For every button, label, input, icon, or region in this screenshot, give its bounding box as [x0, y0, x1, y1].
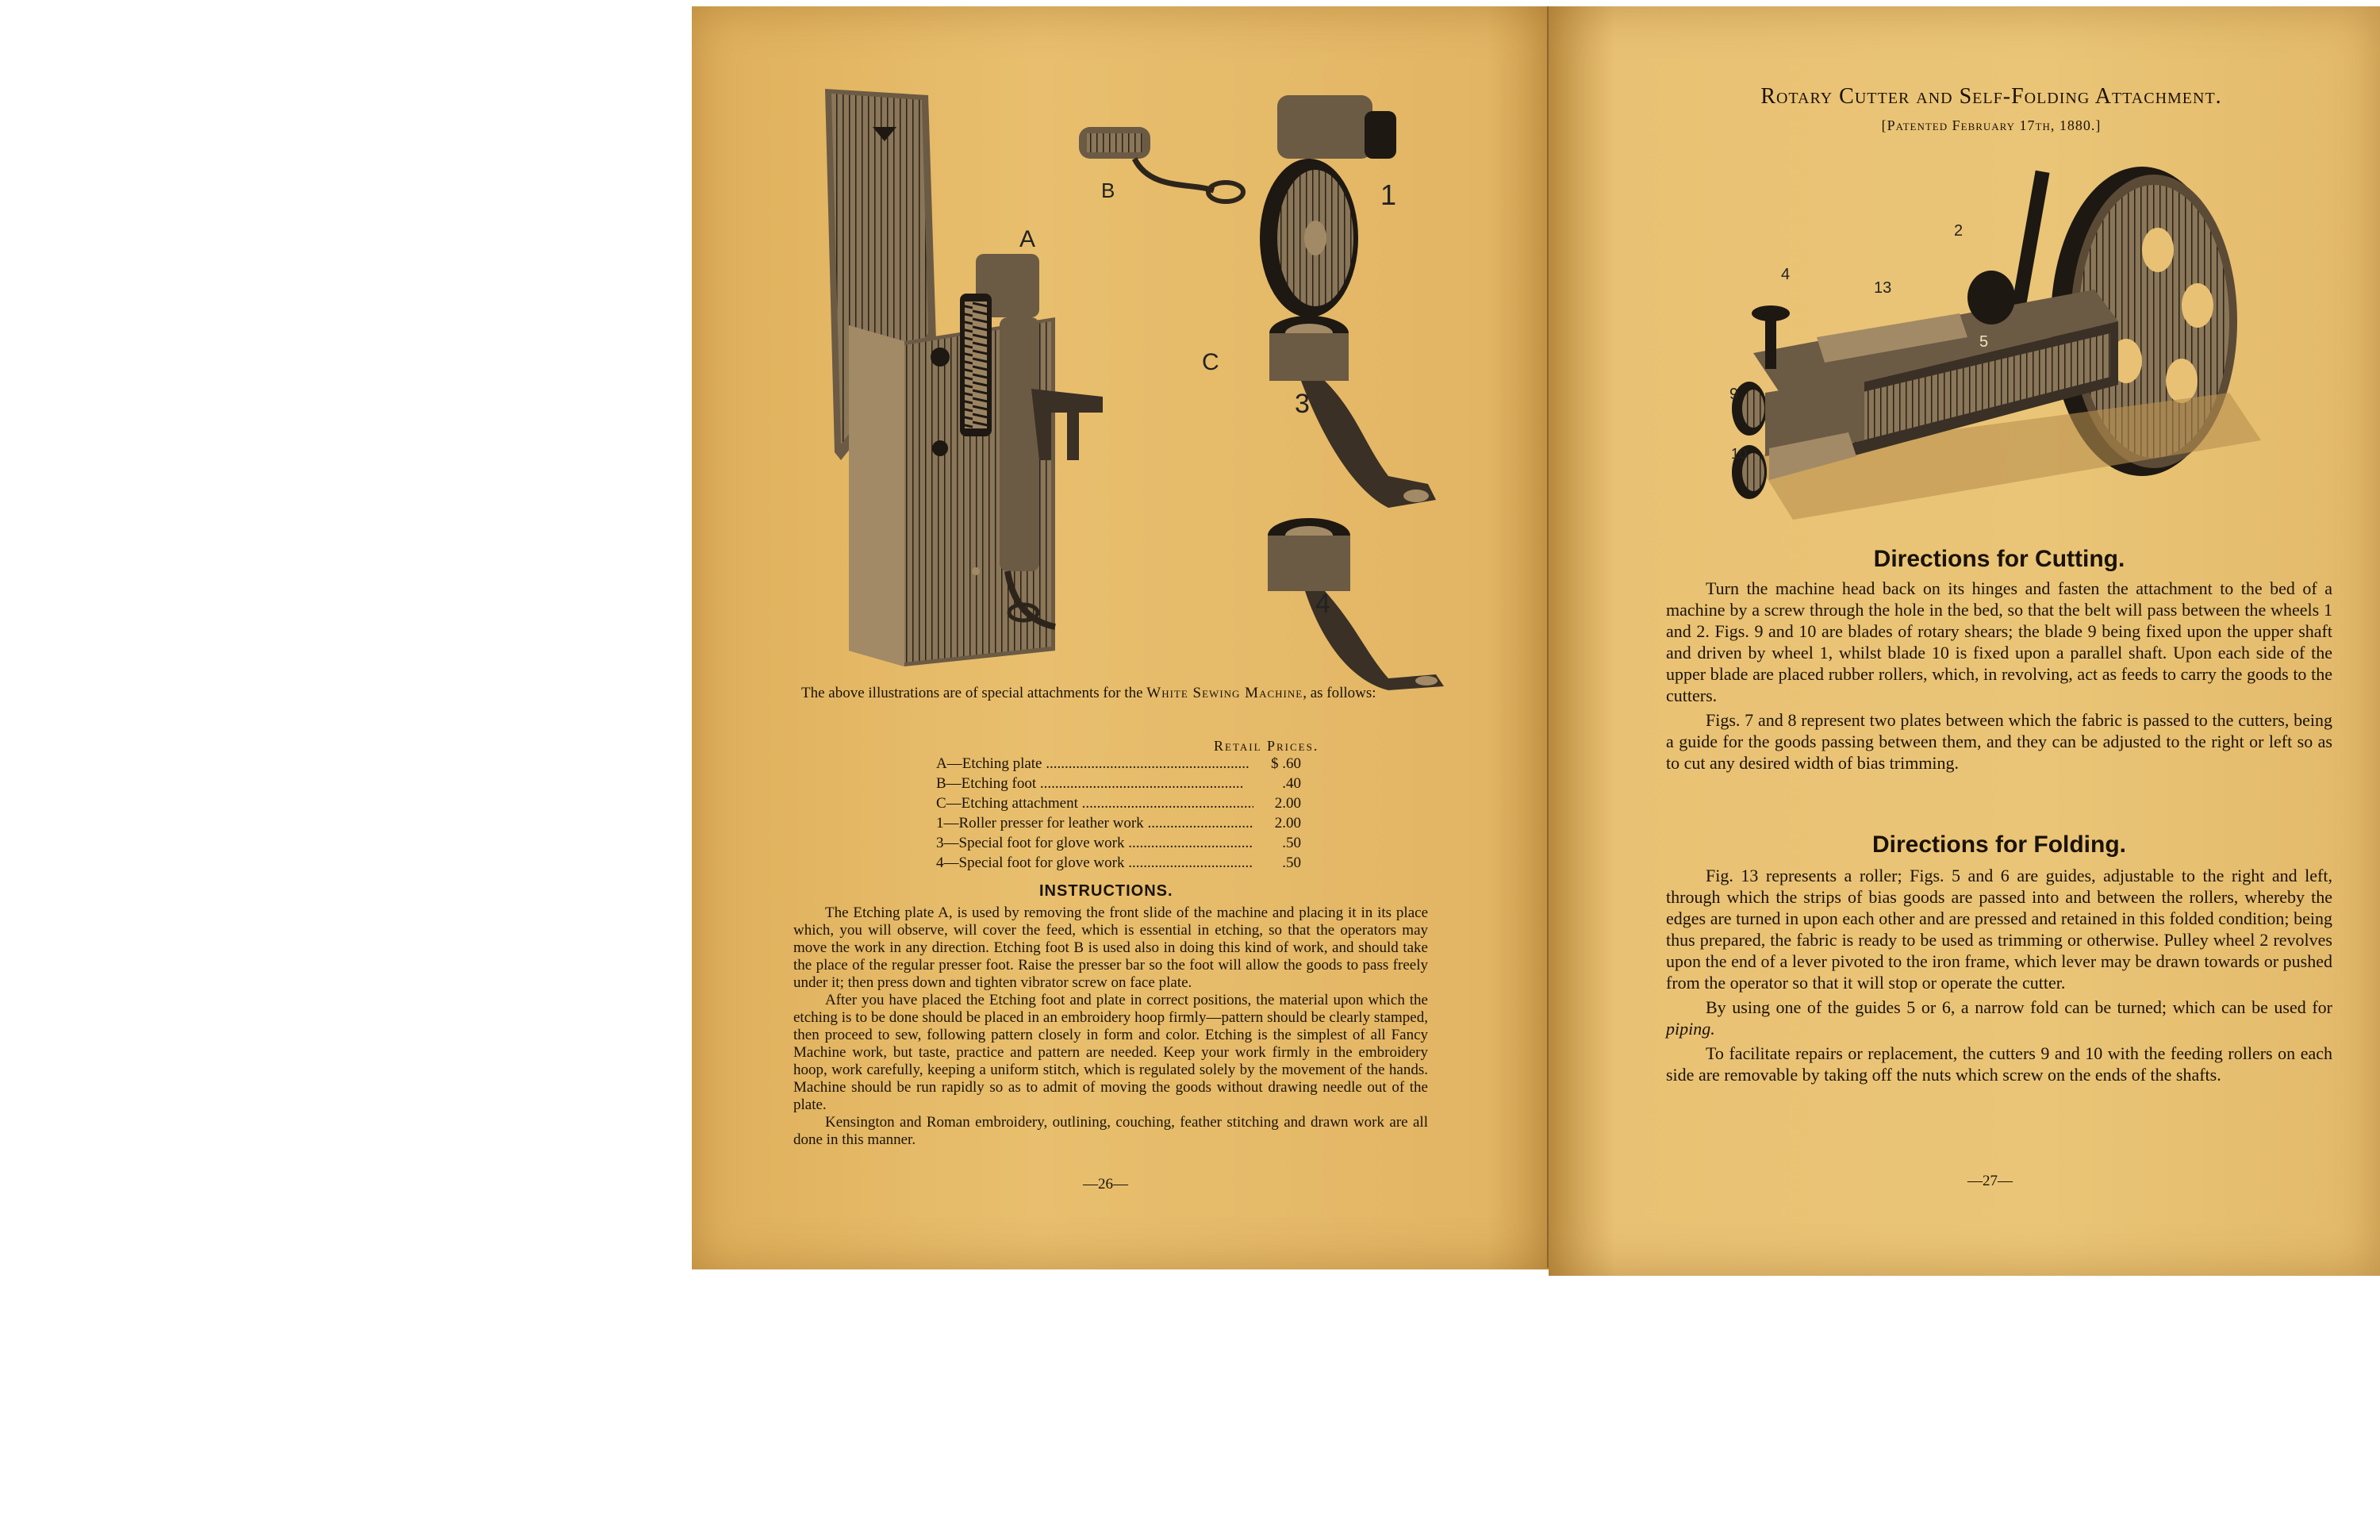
instructions-paragraph: After you have placed the Etching foot and plate in correct positions, the material upon which the etching is to be done should be placed in an embroidery hoop firmly—pattern should be clearly stamped, then proceed to sew, following pattern closely in form and color. Etching is the simplest of all Fancy Machine work, but taste, practice and pattern are needed. Keep your work firmly in the embroidery hoop, work carefully, keeping a uniform stitch, which is regulated solely by the movement of the hands. Machine should be run rapidly so as to admit of moving the goods without drawing needle out of the plate.	[793, 992, 1428, 1113]
attachments-illustration	[817, 79, 1452, 690]
folding-body	[1666, 865, 2332, 1085]
cutting-paragraph: Turn the machine head back on its hinges and fasten the attachment to the bed of a machine by a screw through the hole in the bed, so that the belt will pass between the wheels 1 and 2. Figs. 9 and 10 are blades of rotary shears; the blade 9 being fixed upon the upper shaft and driven by wheel 1, whilst blade 10 is fixed upon a parallel shaft. Upon each side of the upper blade are placed rubber rollers, which, in revolving, act as feeds to carry the goods to the cutters.	[1666, 578, 2332, 705]
price-row: 4—Special foot for glove work ..... .50	[936, 853, 1301, 873]
machine-label-13: 13	[1874, 279, 1892, 297]
instructions-heading: INSTRUCTIONS.	[1039, 882, 1173, 900]
caption-suffix: , as follows:	[1303, 685, 1376, 701]
price-list	[936, 754, 1301, 873]
figure-label-1: 1	[1380, 179, 1397, 211]
price-row: 3—Special foot for glove work ..... .50	[936, 833, 1301, 853]
machine-label-9: 9	[1729, 386, 1739, 403]
machine-label-2: 2	[1954, 222, 1964, 240]
figure-label-3: 3	[1295, 389, 1310, 419]
repairs-paragraph: To facilitate repairs or replacement, the cutters 9 and 10 with the feeding rollers on each side are removable by taking off the nuts which screw on the ends of the shafts.	[1666, 1043, 2332, 1085]
price-row: 1—Roller presser for leather work ..... 2.00	[936, 813, 1301, 833]
figure-label-b: B	[1101, 179, 1115, 202]
caption-text: The above illustrations are of special attachments for the	[801, 685, 1143, 701]
cutting-body	[1666, 578, 2332, 774]
illustration-caption	[801, 684, 1436, 703]
instructions-body	[793, 904, 1428, 1149]
page-number-left: —26—	[1083, 1176, 1128, 1192]
retail-prices-header: Retail Prices.	[1214, 738, 1319, 754]
figure-label-c: C	[1202, 349, 1219, 375]
figure-label-a: A	[1019, 226, 1036, 252]
page-title: Rotary Cutter and Self-Folding Attachment.	[1760, 84, 2222, 109]
folding-paragraph: Fig. 13 represents a roller; Figs. 5 and 6 are guides, adjustable to the right and left, through which the strips of bias goods are passed into and between the rollers, whereby the edges are turned in upon each other and are pressed and retained in this folded condition; being thus prepared, the fabric is ready to be used as trimming or otherwise. Pulley wheel 2 revolves upon the end of a lever pivoted to the iron frame, which lever may be drawn towards or pushed from the operator so that it will stop or operate the cutter.	[1666, 866, 2332, 993]
patent-note: [Patented February 17th, 1880.]	[1881, 117, 2102, 133]
price-row: A—Etching plate ..... $ .60	[936, 754, 1301, 774]
cutting-heading: Directions for Cutting.	[1873, 546, 2125, 572]
guides-paragraph: By using one of the guides 5 or 6, a narrow fold can be turned; which can be used for piping.	[1666, 997, 2332, 1039]
piping-word: piping.	[1666, 1019, 1715, 1039]
machine-label-4: 4	[1781, 266, 1791, 283]
instructions-paragraph: Kensington and Roman embroidery, outlining, couching, feather stitching and drawn work are all done in this manner.	[793, 1114, 1428, 1148]
rotary-cutter-illustration	[1722, 155, 2261, 528]
figure-label-4: 4	[1315, 589, 1330, 619]
folding-heading: Directions for Folding.	[1872, 831, 2126, 858]
price-row: C—Etching attachment ..... 2.00	[936, 793, 1301, 813]
price-row: B—Etching foot ..... .40	[936, 774, 1301, 793]
glove-foot-4-figure	[1268, 518, 1444, 690]
machine-label-10: 10	[1731, 446, 1748, 462]
instructions-paragraph: The Etching plate A, is used by removing the front slide of the machine and placing it in its place which, you will observe, will cover the feed, which is essential in etching, so that the operators may move the work in any direction. Etching foot B is used also in doing this kind of work, and should take the place of the regular presser foot. Raise the presser bar so the foot will allow the goods to pass freely under it; then press down and tighten vibrator screw on face plate.	[793, 904, 1428, 991]
page-number-right: —27—	[1967, 1173, 2013, 1189]
caption-machine-name: White Sewing Machine	[1146, 685, 1303, 701]
machine-label-5: 5	[1979, 333, 1989, 351]
cutting-paragraph: Figs. 7 and 8 represent two plates between which the fabric is passed to the cutters, being a guide for the goods passing between them, and they can be adjusted to the right or left so as to cut any desired width of bias trimming.	[1666, 710, 2332, 773]
roller-presser-1-figure	[1260, 95, 1396, 317]
